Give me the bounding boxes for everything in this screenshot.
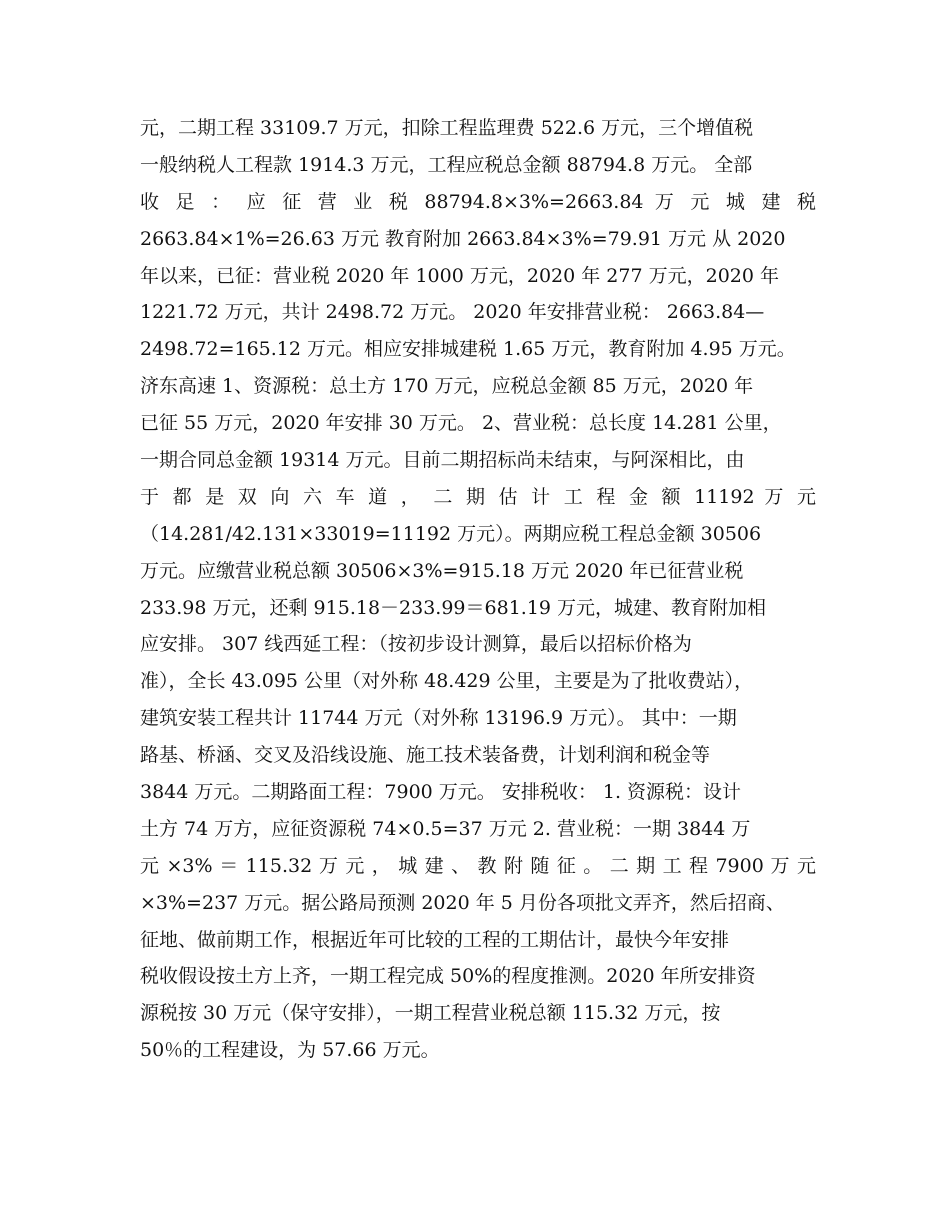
text-line: 2663.84×1%=26.63 万元 教育附加 2663.84×3%=79.91 万元 从 2020 <box>140 227 786 250</box>
text-line: 元 ×3% ＝ 115.32 万 元 ， 城 建 、 教 附 随 征 。 二 期 工 程 7900 万 元 <box>140 854 816 877</box>
text-line: 税收假设按土方上齐，一期工程完成 50%的程度推测。2020 年所安排资 <box>140 965 756 988</box>
text-line: 233.98 万元，还剩 915.18－233.99＝681.19 万元，城建、教育附加相 <box>140 596 767 619</box>
text-line: （14.281/42.131×33019=11192 万元）。两期应税工程总金额 30506 <box>140 522 762 545</box>
body-text <box>140 110 816 1069</box>
text-line: 年以来，已征：营业税 2020 年 1000 万元，2020 年 277 万元，2020 年 <box>140 264 779 287</box>
text-line: 一期合同总金额 19314 万元。目前二期招标尚未结束，与阿深相比，由 <box>140 449 745 472</box>
text-line: 元，二期工程 33109.7 万元，扣除工程监理费 522.6 万元，三个增值税 <box>140 117 754 139</box>
text-line: 于 都 是 双 向 六 车 道 ， 二 期 估 计 工 程 金 额 11192 万 元 <box>140 485 816 508</box>
text-line: 已征 55 万元，2020 年安排 30 万元。 2、营业税：总长度 14.281 公里， <box>140 412 782 435</box>
text-line: 源税按 30 万元（保守安排），一期工程营业税总额 115.32 万元，按 <box>140 1002 721 1025</box>
text-line: 应安排。 307 线西延工程：（按初步设计测算，最后以招标价格为 <box>140 633 692 656</box>
text-line: 1221.72 万元，共计 2498.72 万元。 2020 年安排营业税： 2663.84— <box>140 301 765 324</box>
text-line: 征地、做前期工作，根据近年可比较的工程的工期估计，最快今年安排 <box>140 928 730 951</box>
text-line: 准），全长 43.095 公里（对外称 48.429 公里，主要是为了批收费站）， <box>140 670 754 693</box>
text-line: 2498.72=165.12 万元。相应安排城建税 1.65 万元，教育附加 4.95 万元。 <box>140 338 796 361</box>
text-line: 收 足 ： 应 征 营 业 税 88794.8×3%=2663.84 万 元 城 建 税 <box>140 190 816 213</box>
text-line: 50％的工程建设，为 57.66 万元。 <box>140 1039 440 1062</box>
text-line: 一般纳税人工程款 1914.3 万元，工程应税总金额 88794.8 万元。 全部 <box>140 153 753 176</box>
text-line: 建筑安装工程共计 11744 万元（对外称 13196.9 万元）。 其中：一期 <box>140 707 737 730</box>
text-line: 万元。应缴营业税总额 30506×3%=915.18 万元 2020 年已征营业税 <box>140 559 744 582</box>
text-line: ×3%=237 万元。据公路局预测 2020 年 5 月份各项批文弄齐，然后招商、 <box>140 891 785 914</box>
text-line: 3844 万元。二期路面工程：7900 万元。 安排税收： 1. 资源税：设计 <box>140 781 742 804</box>
text-line: 路基、桥涵、交叉及沿线设施、施工技术装备费，计划利润和税金等 <box>140 744 711 767</box>
text-line: 土方 74 万方，应征资源税 74×0.5=37 万元 2. 营业税：一期 3844 万 <box>140 817 751 840</box>
text-line: 济东高速 1、资源税：总土方 170 万元，应税总金额 85 万元，2020 年 <box>140 375 754 398</box>
